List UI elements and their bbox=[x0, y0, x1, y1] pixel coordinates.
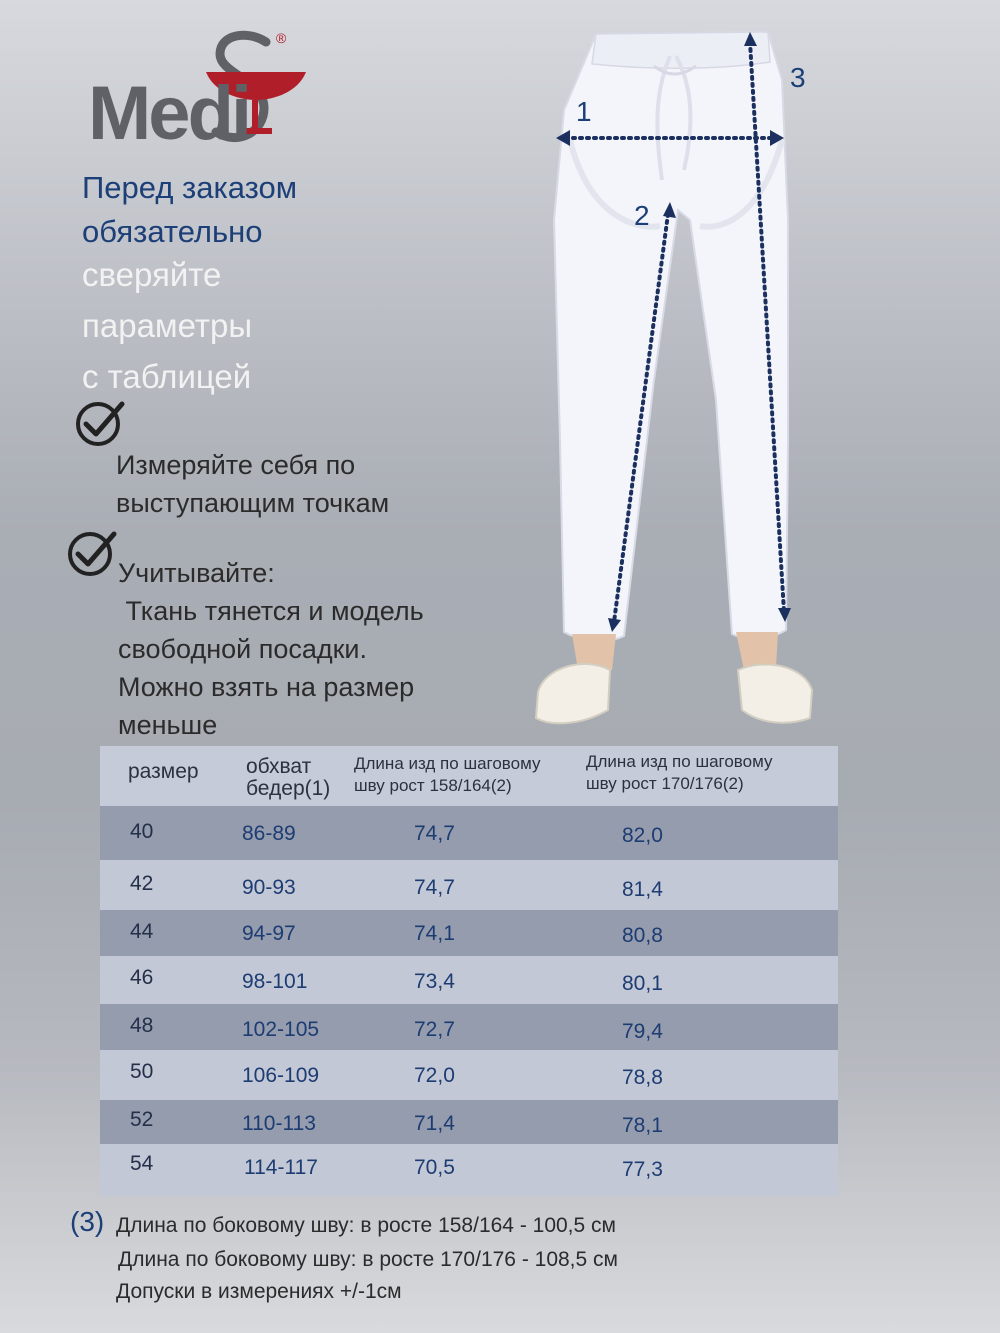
header-len2-line-1: Длина изд по шаговому bbox=[586, 752, 773, 771]
measurement-label-3: 3 bbox=[790, 62, 806, 93]
headline-line-2: обязательно bbox=[82, 214, 263, 249]
table-row bbox=[100, 1144, 838, 1196]
measurement-label-2: 2 bbox=[634, 200, 650, 231]
header-size: размер bbox=[128, 760, 199, 783]
brand-name: Medi bbox=[88, 71, 250, 156]
cell-len2: 79,4 bbox=[622, 1020, 663, 1043]
tip1-line-1: Измеряйте себя по bbox=[116, 450, 356, 480]
checkmark-icon bbox=[66, 530, 118, 576]
cell-size: 48 bbox=[130, 1014, 154, 1037]
registered-mark: ® bbox=[276, 30, 287, 46]
cell-hip: 94-97 bbox=[242, 922, 296, 945]
cell-len2: 80,1 bbox=[622, 972, 663, 995]
cell-size: 52 bbox=[130, 1108, 154, 1131]
headline-line-3: сверяйте bbox=[82, 256, 222, 293]
table-row bbox=[100, 860, 838, 910]
cell-len2: 82,0 bbox=[622, 824, 663, 847]
table-row bbox=[100, 1050, 838, 1100]
footer-line-1: Длина по боковому шву: в росте 158/164 - 100,5 см bbox=[116, 1214, 616, 1237]
headline-line-1: Перед заказом bbox=[82, 170, 298, 205]
cell-len1: 74,7 bbox=[414, 876, 455, 899]
cell-len1: 70,5 bbox=[414, 1156, 455, 1179]
cell-size: 42 bbox=[130, 872, 154, 895]
checkmark-icon bbox=[74, 400, 126, 446]
cell-len1: 72,0 bbox=[414, 1064, 455, 1087]
size-table bbox=[100, 746, 838, 1196]
brand-logo bbox=[88, 28, 318, 158]
cell-hip: 102-105 bbox=[242, 1018, 320, 1041]
cell-hip: 90-93 bbox=[242, 876, 296, 899]
tip1-line-2: выступающим точкам bbox=[116, 488, 390, 518]
cell-len1: 71,4 bbox=[414, 1112, 455, 1135]
header-len1-line-2: шву рост 158/164(2) bbox=[354, 776, 512, 795]
headline-line-5: с таблицей bbox=[82, 358, 252, 395]
cell-size: 44 bbox=[130, 920, 154, 943]
cell-len2: 81,4 bbox=[622, 878, 663, 901]
cell-hip: 110-113 bbox=[242, 1112, 316, 1135]
table-row bbox=[100, 1100, 838, 1144]
cell-len1: 74,1 bbox=[414, 922, 455, 945]
table-header bbox=[100, 746, 838, 806]
table-row bbox=[100, 910, 838, 956]
header-len1-line-1: Длина изд по шаговому bbox=[354, 754, 541, 773]
cell-len2: 80,8 bbox=[622, 924, 663, 947]
tip2-line-4: Можно взять на размер bbox=[118, 672, 415, 702]
headline-line-4: параметры bbox=[82, 307, 253, 344]
cell-hip: 86-89 bbox=[242, 822, 296, 845]
cell-len2: 78,1 bbox=[622, 1114, 663, 1137]
footer-marker: (3) bbox=[70, 1206, 105, 1237]
cell-hip: 106-109 bbox=[242, 1064, 320, 1087]
cell-hip: 114-117 bbox=[244, 1156, 318, 1179]
footer-line-3: Допуски в измерениях +/-1см bbox=[116, 1280, 402, 1303]
cell-hip: 98-101 bbox=[242, 970, 308, 993]
pants-illustration bbox=[520, 20, 850, 740]
cell-len1: 72,7 bbox=[414, 1018, 455, 1041]
tip2-line-3: свободной посадки. bbox=[118, 634, 368, 664]
header-len2-line-2: шву рост 170/176(2) bbox=[586, 774, 744, 793]
cell-len1: 73,4 bbox=[414, 970, 455, 993]
cell-len2: 77,3 bbox=[622, 1158, 663, 1181]
tip2-line-2: Ткань тянется и модель bbox=[118, 596, 424, 626]
cell-size: 40 bbox=[130, 820, 154, 843]
cell-size: 54 bbox=[130, 1152, 154, 1175]
cell-size: 50 bbox=[130, 1060, 154, 1083]
cell-len2: 78,8 bbox=[622, 1066, 663, 1089]
tip2-line-5: меньше bbox=[118, 710, 218, 740]
table-row bbox=[100, 956, 838, 1004]
header-hip-line-1: обхват bbox=[246, 755, 312, 778]
cell-size: 46 bbox=[130, 966, 154, 989]
table-row bbox=[100, 1004, 838, 1050]
tip2-line-1: Учитывайте: bbox=[118, 558, 275, 588]
measurement-label-1: 1 bbox=[576, 96, 592, 127]
footer-line-2: Длина по боковому шву: в росте 170/176 - 108,5 см bbox=[118, 1248, 618, 1271]
header-hip-line-2: бедер(1) bbox=[246, 777, 331, 800]
table-row bbox=[100, 806, 838, 860]
cell-len1: 74,7 bbox=[414, 822, 455, 845]
